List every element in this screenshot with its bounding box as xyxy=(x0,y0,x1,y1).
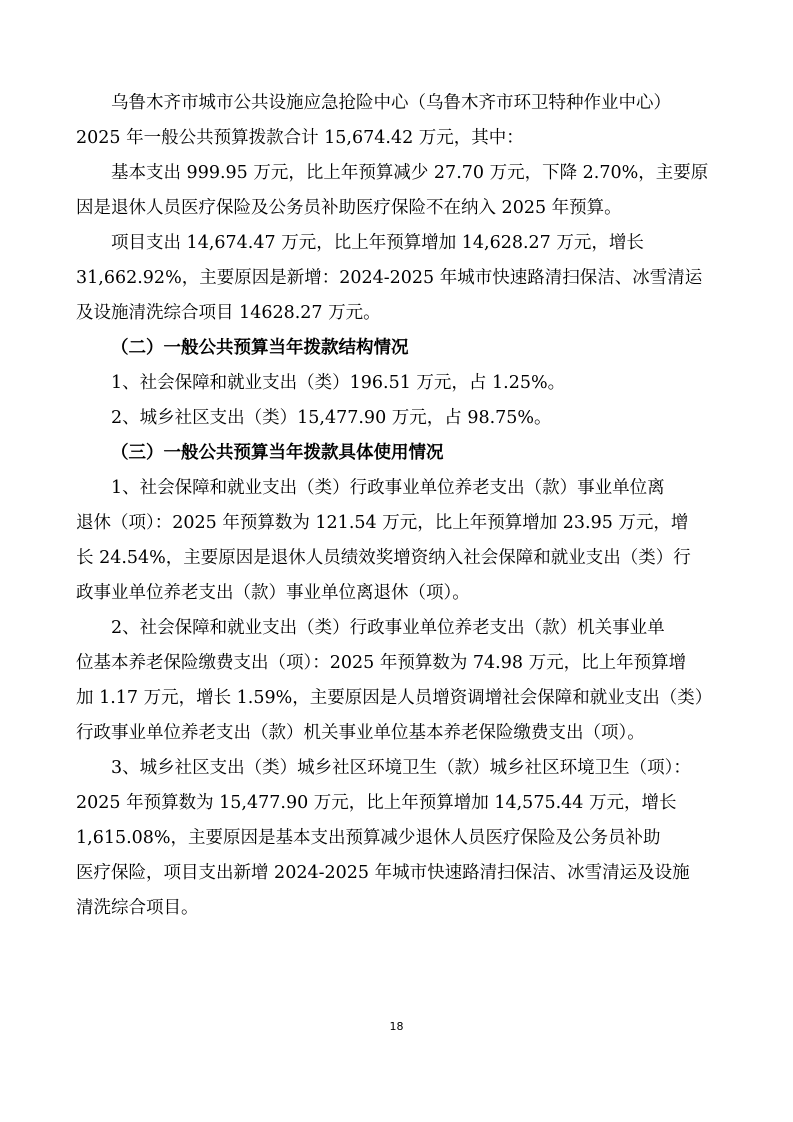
paragraph-line: 长 24.54%，主要原因是退休人员绩效奖增资纳入社会保障和就业支出（类）行 xyxy=(76,548,691,568)
page-number: 18 xyxy=(389,1020,404,1033)
paragraph-line: 1,615.08%，主要原因是基本支出预算减少退休人员医疗保险及公务员补助 xyxy=(76,828,661,848)
paragraph-line: 行政事业单位养老支出（款）机关事业单位基本养老保险缴费支出（项）。 xyxy=(76,723,645,743)
paragraph-line: 位基本养老保险缴费支出（项）：2025 年预算数为 74.98 万元，比上年预算增 xyxy=(76,653,687,673)
paragraph-line: 基本支出 999.95 万元，比上年预算减少 27.70 万元，下降 2.70%，主要原 xyxy=(111,163,709,183)
paragraph-line: 医疗保险，项目支出新增 2024-2025 年城市快速路清扫保洁、冰雪清运及设施 xyxy=(76,863,690,883)
paragraph-line: 1、社会保障和就业支出（类）行政事业单位养老支出（款）事业单位离 xyxy=(111,478,665,498)
paragraph-line: 政事业单位养老支出（款）事业单位离退休（项）。 xyxy=(76,583,470,603)
paragraph-line: 2025 年一般公共预算拨款合计 15,674.42 万元，其中： xyxy=(76,128,524,148)
section-heading: （三）一般公共预算当年拨款具体使用情况 xyxy=(111,443,444,463)
paragraph-line: 因是退休人员医疗保险及公务员补助医疗保险不在纳入 2025 年预算。 xyxy=(76,198,622,218)
paragraph-line: 3、城乡社区支出（类）城乡社区环境卫生（款）城乡社区环境卫生（项）： xyxy=(111,758,691,778)
body-text xyxy=(76,86,718,926)
paragraph-line: 2025 年预算数为 15,477.90 万元，比上年预算增加 14,575.44 万元，增长 xyxy=(76,793,677,813)
paragraph-line: 项目支出 14,674.47 万元，比上年预算增加 14,628.27 万元，增长 xyxy=(111,233,644,253)
section-heading: （二）一般公共预算当年拨款结构情况 xyxy=(111,338,409,358)
paragraph-line: 退休（项）：2025 年预算数为 121.54 万元，比上年预算增加 23.95 万元，增 xyxy=(76,513,689,533)
paragraph-line: 1、社会保障和就业支出（类）196.51 万元，占 1.25%。 xyxy=(111,373,566,393)
paragraph-line: 清洗综合项目。 xyxy=(76,898,199,918)
paragraph-line: 加 1.17 万元，增长 1.59%，主要原因是人员增资调增社会保障和就业支出（类） xyxy=(76,688,713,708)
paragraph-line: 乌鲁木齐市城市公共设施应急抢险中心（乌鲁木齐市环卫特种作业中心） xyxy=(111,93,671,113)
paragraph-line: 及设施清洗综合项目 14628.27 万元。 xyxy=(76,303,381,323)
paragraph-line: 2、城乡社区支出（类）15,477.90 万元，占 98.75%。 xyxy=(111,408,552,428)
paragraph-line: 2、社会保障和就业支出（类）行政事业单位养老支出（款）机关事业单 xyxy=(111,618,665,638)
paragraph-line: 31,662.92%，主要原因是新增：2024-2025 年城市快速路清扫保洁、冰雪清运 xyxy=(76,268,703,288)
